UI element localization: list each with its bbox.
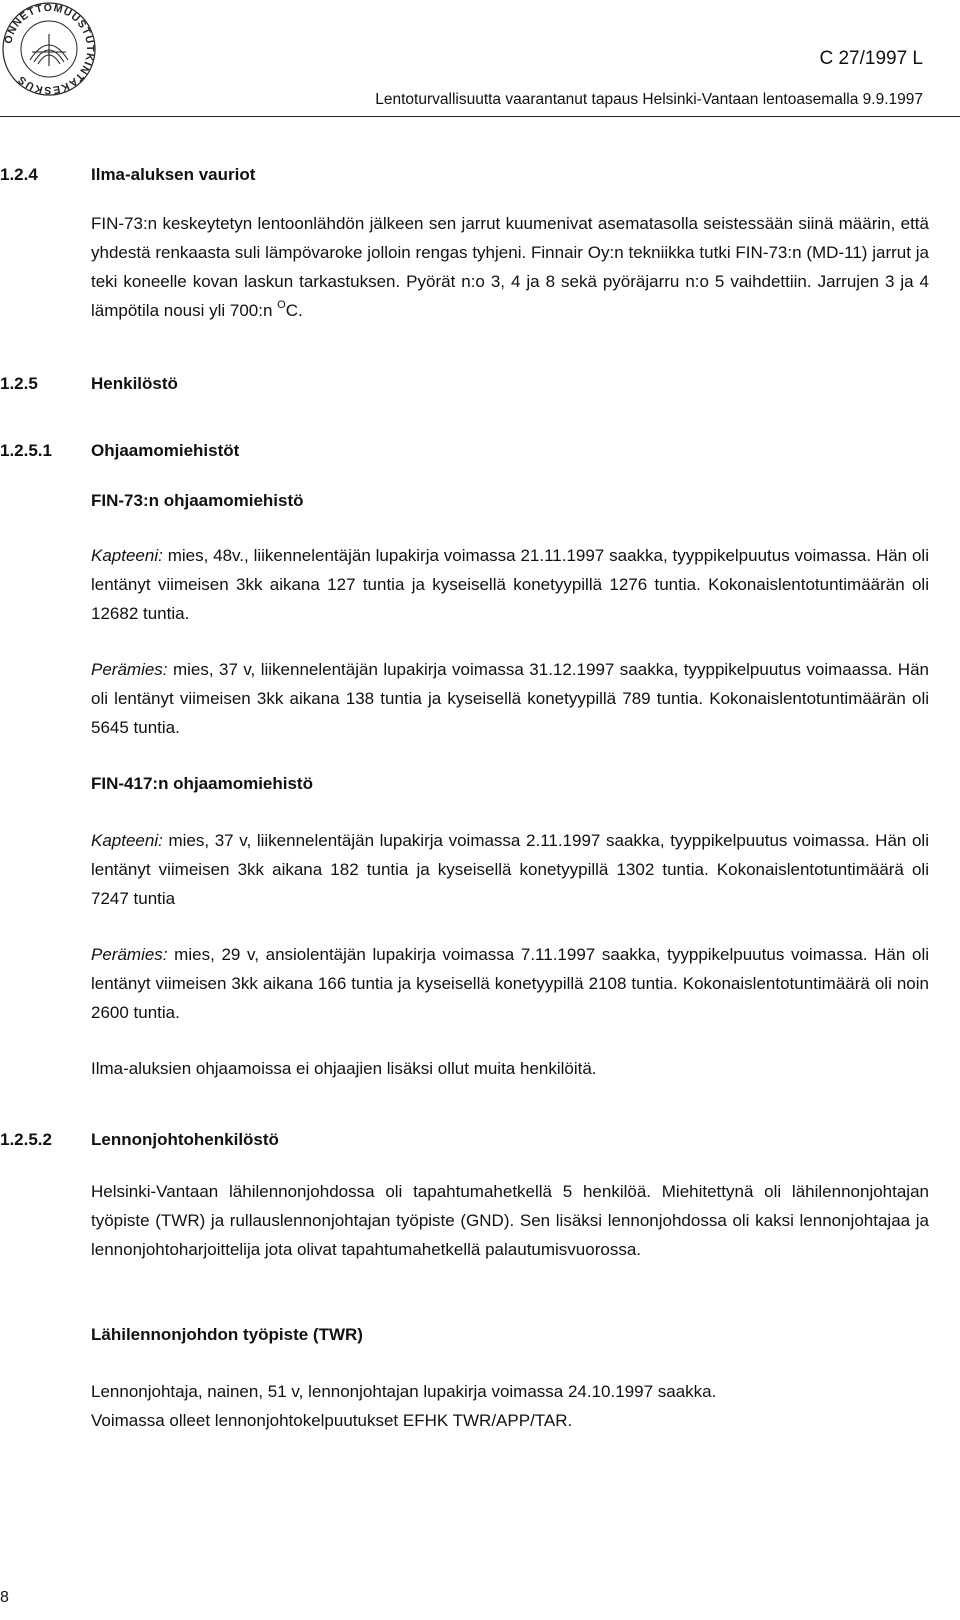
crew-note: Ilma-aluksien ohjaamoissa ei ohjaajien lisäksi ollut muita henkilöitä. [91, 1059, 597, 1078]
crew2-captain-paragraph [91, 826, 929, 913]
twr-line-2: Voimassa olleet lennonjohtokelpuutukset EFHK TWR/APP/TAR. [91, 1411, 573, 1430]
crew1-fo-text: mies, 37 v, liikennelentäjän lupakirja voimassa 31.12.1997 saakka, tyyppikelpuutus voimaassa. Hän oli lentänyt viimeisen 3kk aikana 138 tuntia ja kyseisellä konetyypillä 789 tuntia. Kokonaislentotuntimäärän oli 5645 tuntia. [91, 660, 929, 737]
twr-line-1: Lennonjohtaja, nainen, 51 v, lennonjohtajan lupakirja voimassa 24.10.1997 saakka. [91, 1382, 717, 1401]
crew1-captain-label: Kapteeni: [91, 546, 163, 565]
twr-heading: Lähilennonjohdon työpiste (TWR) [91, 1325, 363, 1344]
crew2-captain-label: Kapteeni: [91, 831, 163, 850]
section-number-1-2-5-1: 1.2.5.1 [0, 441, 52, 460]
crew2-heading: FIN-417:n ohjaamomiehistö [91, 774, 313, 793]
section-title-1-2-5: Henkilöstö [91, 374, 178, 393]
crew2-fo-paragraph [91, 940, 929, 1027]
crew1-captain-paragraph [91, 541, 929, 628]
agency-seal-logo [0, 0, 98, 98]
section-title-1-2-5-1: Ohjaamomiehistöt [91, 441, 240, 460]
section-number-1-2-5-2: 1.2.5.2 [0, 1130, 52, 1149]
crew2-captain-text: mies, 37 v, liikennelentäjän lupakirja voimassa 2.11.1997 saakka, tyyppikelpuutus voimassa. Hän oli lentänyt viimeisen 3kk aikana 182 tuntia ja kyseisellä konetyypillä 1302 tuntia. Kokonaislentotuntimäärä oli 7247 tuntia [91, 831, 929, 908]
svg-text:ONNETTOMUUSTUTKINTAKESKUS: ONNETTOMUUSTUTKINTAKESKUS [2, 1, 97, 97]
crew1-heading: FIN-73:n ohjaamomiehistö [91, 491, 304, 510]
document-code: C 27/1997 L [819, 48, 923, 69]
section-body-1-2-5-2: Helsinki-Vantaan lähilennonjohdossa oli tapahtumahetkellä 5 henkilöä. Miehitettynä oli lähilennonjohtajan työpiste (TWR) ja rullauslennonjohtajan työpiste (GND). Sen lisäksi lennonjohdossa oli kaksi lennonjohtajaa ja lennonjohtoharjoittelija jota olivat tapahtumahetkellä palautumisvuorossa. [91, 1182, 929, 1259]
body-text: FIN-73:n keskeytetyn lentoonlähdön jälkeen sen jarrut kuumenivat asematasolla seistessään siinä määrin, että yhdestä renkaasta suli lämpövaroke jolloin rengas tyhjeni. Finnair Oy:n tekniikka tutki FIN-73:n (MD-11) jarrut ja teki koneelle kovan laskun tarkastuksen. Pyörät n:o 3, 4 ja 8 sekä pyöräjarru n:o 5 vaihdettiin. Jarrujen 3 ja 4 lämpötila nousi yli 700:n [91, 214, 929, 320]
section-title-1-2-4: Ilma-aluksen vauriot [91, 165, 256, 184]
crew1-fo-label: Perämies: [91, 660, 168, 679]
section-number-1-2-4: 1.2.4 [0, 165, 38, 184]
section-number-1-2-5: 1.2.5 [0, 374, 38, 393]
header-divider [0, 116, 960, 117]
crew1-fo-paragraph [91, 655, 929, 742]
crew2-fo-text: mies, 29 v, ansiolentäjän lupakirja voimassa 7.11.1997 saakka, tyyppikelpuutus voimassa. Hän oli lentänyt viimeisen 3kk aikana 166 tuntia ja kyseisellä konetyypillä 2108 tuntia. Kokonaislentotuntimäärä oli noin 2600 tuntia. [91, 945, 929, 1022]
section-title-1-2-5-2: Lennonjohtohenkilöstö [91, 1130, 279, 1149]
degree-superscript: O [277, 299, 286, 311]
section-body-1-2-4 [91, 209, 929, 325]
page-number: 8 [0, 1589, 9, 1606]
crew2-fo-label: Perämies: [91, 945, 168, 964]
crew1-captain-text: mies, 48v., liikennelentäjän lupakirja voimassa 21.11.1997 saakka, tyyppikelpuutus voimassa. Hän oli lentänyt viimeisen 3kk aikana 127 tuntia ja kyseisellä konetyypillä 1276 tuntia. Kokonaislentotuntimäärän oli 12682 tuntia. [91, 546, 929, 623]
body-text-end: C. [285, 301, 303, 320]
document-subtitle: Lentoturvallisuutta vaarantanut tapaus Helsinki-Vantaan lentoasemalla 9.9.1997 [375, 91, 923, 108]
